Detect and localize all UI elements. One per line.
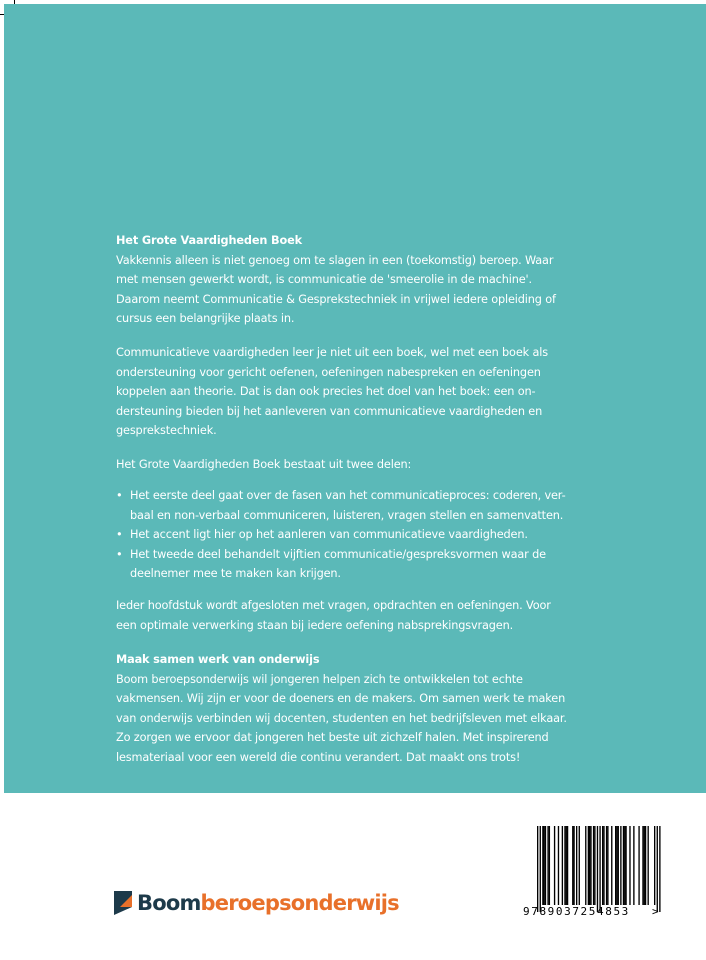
barcode-bar — [629, 826, 630, 905]
text-line: gesprekstechniek. — [116, 424, 217, 437]
text-line: deelnemer mee te maken kan krijgen. — [130, 567, 341, 580]
text-line: Daarom neemt Communicatie & Gesprekstechniek in vrijwel iedere opleiding of — [116, 292, 556, 306]
barcode-bar — [558, 826, 559, 905]
barcode-bar — [654, 826, 655, 905]
intro-section — [116, 231, 576, 329]
barcode-bar — [611, 826, 612, 905]
book-title: Het Grote Vaardigheden Boek — [116, 234, 302, 247]
barcode-bar — [585, 826, 586, 905]
barcode-bar — [599, 826, 600, 912]
barcode-bar — [624, 826, 625, 905]
barcode-bar — [645, 826, 646, 905]
barcode-arrow: > — [652, 905, 659, 918]
barcode-bar — [549, 826, 550, 905]
barcode-bar — [642, 826, 643, 905]
text-line: Zo zorgen we ervoor dat jongeren het beste uit zichzelf halen. Met inspirerend — [116, 731, 549, 744]
barcode-bar — [603, 826, 604, 905]
barcode-bar — [566, 826, 567, 905]
barcode-bar — [625, 826, 626, 905]
list-item — [116, 545, 596, 584]
paragraph-3 — [116, 455, 576, 475]
barcode — [537, 826, 663, 912]
barcode-bar — [644, 826, 645, 905]
publisher-blurb — [116, 650, 576, 767]
list-item — [116, 486, 596, 525]
barcode-bar — [554, 826, 555, 905]
text-line: van onderwijs verbinden wij docenten, studenten en het bedrijfsleven met elkaar. — [116, 711, 567, 725]
barcode-bar — [633, 826, 634, 905]
barcode-bar — [638, 826, 639, 905]
barcode-bar — [564, 826, 565, 905]
logo-text-boom: Boom — [137, 891, 201, 915]
barcode-bar — [544, 826, 545, 905]
barcode-bar — [542, 826, 543, 905]
logo-text-beroepsonderwijs: beroepsonderwijs — [200, 891, 399, 915]
text-line: • Het tweede deel behandelt vijftien communicatie/gespreksvormen waar de — [130, 547, 546, 561]
barcode-bar — [576, 826, 577, 905]
text-line: baal en non-verbaal communiceren, luisteren, vragen stellen en samenvatten. — [130, 508, 564, 522]
publisher-logo — [114, 889, 399, 917]
text-line: lesmateriaal voor een wereld die continu verandert. Dat maakt ons trots! — [116, 750, 521, 764]
barcode-bar — [618, 826, 619, 905]
barcode-bar — [562, 826, 563, 905]
barcode-bar — [567, 826, 568, 905]
barcode-bar — [589, 826, 590, 905]
barcode-bar — [607, 826, 608, 905]
barcode-bar — [659, 826, 660, 912]
barcode-bar — [588, 826, 589, 905]
text-line: • Het eerste deel gaat over de fasen van het communicatieproces: coderen, ver- — [130, 489, 566, 502]
barcode-bar — [620, 826, 621, 905]
barcode-bar — [547, 826, 548, 905]
barcode-bar — [573, 826, 574, 905]
text-line: koppelen aan theorie. Dat is dan ook precies het doel van het boek: een on- — [116, 385, 536, 398]
text-line: met mensen gewerkt wordt, is communicatie de 'smeerolie in de machine'. — [116, 273, 532, 286]
barcode-bar — [616, 826, 617, 905]
text-line: vakmensen. Wij zijn er voor de doeners en de makers. Om samen werk te maken — [116, 692, 566, 705]
barcode-bar — [545, 826, 546, 905]
text-line: cursus een belangrijke plaats in. — [116, 312, 295, 325]
text-line: Vakkennis alleen is niet genoeg om te slagen in een (toekomstig) beroep. Waar — [116, 253, 554, 267]
text-line: • Het accent ligt hier op het aanleren van communicatieve vaardigheden. — [130, 528, 528, 541]
text-line: Boom beroepsonderwijs wil jongeren helpen zich te ontwikkelen tot echte — [116, 672, 523, 686]
blurb-heading: Maak samen werk van onderwijs — [116, 653, 320, 666]
barcode-bar — [606, 826, 607, 905]
barcode-bar — [602, 826, 603, 905]
barcode-bar — [537, 826, 538, 912]
bullet-list — [116, 486, 596, 584]
list-item — [116, 525, 596, 545]
barcode-bar — [594, 826, 595, 905]
paragraph-2 — [116, 343, 576, 441]
barcode-bar — [540, 826, 541, 912]
barcode-bar — [597, 826, 598, 912]
text-line: Ieder hoofdstuk wordt afgesloten met vragen, opdrachten en oefeningen. Voor — [116, 599, 551, 612]
barcode-bar — [590, 826, 591, 905]
text-line: Communicatieve vaardigheden leer je niet uit een boek, wel met een boek als — [116, 346, 548, 359]
paragraph-4 — [116, 596, 576, 635]
isbn-number: 9789037254853 — [523, 905, 630, 918]
barcode-bar — [623, 826, 624, 905]
barcode-bar — [648, 826, 649, 905]
barcode-bar — [615, 826, 616, 905]
barcode-bar — [579, 826, 580, 905]
text-line: een optimale verwerking staan bij iedere oefening nabsprekingsvragen. — [116, 618, 514, 632]
text-line: Het Grote Vaardigheden Boek bestaat uit twee delen: — [116, 458, 412, 471]
text-line: ondersteuning voor gericht oefenen, oefeningen nabespreken en oefeningen — [116, 365, 541, 379]
barcode-bar — [657, 826, 658, 912]
text-line: dersteuning bieden bij het aanleveren van communicatieve vaardigheden en — [116, 404, 543, 418]
logo-mark-icon — [114, 891, 132, 915]
barcode-bar — [572, 826, 573, 905]
barcode-bar — [593, 826, 594, 905]
